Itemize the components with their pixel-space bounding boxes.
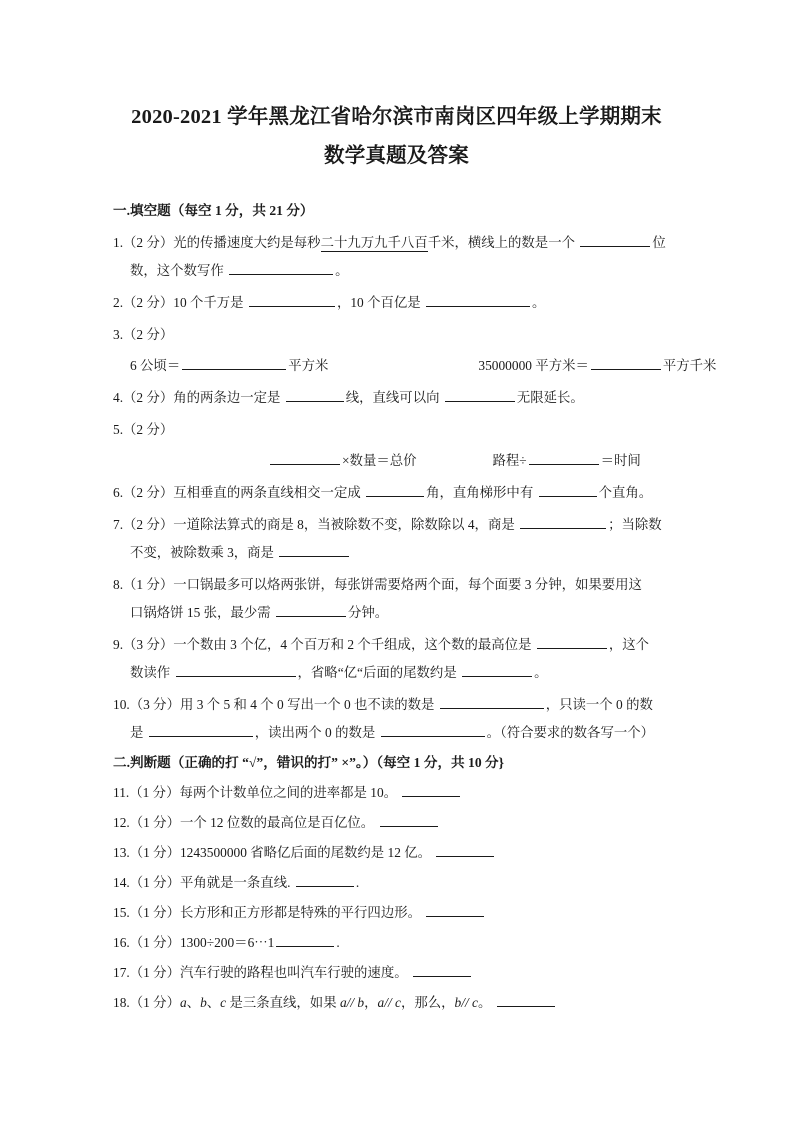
q11-score: （1 分） (129, 785, 180, 800)
q18-sep-2: 、 (206, 995, 221, 1010)
question-4 (0, 375, 793, 407)
q1-text-c: 位 (652, 235, 666, 250)
q18-var-b: b (200, 995, 207, 1010)
q6-text-a: 互相垂直的两条直线相交一定成 (173, 485, 361, 500)
q1-number: 1. (113, 235, 124, 250)
q4-blank-1[interactable] (286, 388, 344, 402)
q9-cont-a: 数读作 (130, 665, 171, 680)
q18-relation-3: b// c (454, 995, 478, 1010)
q9-text-a: 一个数由 3 个亿，4 个百万和 2 个千组成，这个数的最高位是 (173, 637, 532, 652)
q1-text-a: 光的传播速度大约是每秒 (173, 235, 321, 250)
q4-blank-2[interactable] (445, 388, 515, 402)
q8-cont-b: 分钟。 (347, 605, 389, 620)
q9-blank-3[interactable] (462, 663, 532, 677)
q1-score: （2 分） (123, 235, 174, 250)
question-9 (0, 622, 793, 682)
q17-number: 17. (113, 965, 130, 980)
q10-cont-b: ，读出两个 0 的数是 (254, 725, 376, 740)
q9-score: （3 分） (123, 637, 174, 652)
q16-text-a: 1300÷200＝6⋯1 (179, 935, 275, 950)
q7-blank-2[interactable] (279, 543, 349, 557)
q2-text-a: 10 个千万是 (173, 295, 244, 310)
q2-number: 2. (113, 295, 124, 310)
q18-var-c: c (220, 995, 227, 1010)
q2-score: （2 分） (123, 295, 174, 310)
q16-number: 16. (113, 935, 130, 950)
q2-blank-2[interactable] (426, 293, 530, 307)
question-6 (0, 470, 793, 502)
q4-text-a: 角的两条边一定是 (173, 390, 281, 405)
q10-blank-1[interactable] (440, 695, 544, 709)
q14-score: （1 分） (129, 875, 180, 890)
question-13 (0, 832, 793, 862)
q7-cont-a: 不变，被除数乘 3，商是 (130, 545, 274, 560)
q7-text-a: 一道除法算式的商是 8，当被除数不变，除数除以 4，商是 (173, 517, 515, 532)
q7-number: 7. (113, 517, 124, 532)
q3-blank-1[interactable] (182, 356, 286, 370)
q8-number: 8. (113, 577, 124, 592)
q6-blank-1[interactable] (366, 483, 424, 497)
q18-relation-2: a// c (377, 995, 401, 1010)
q6-number: 6. (113, 485, 124, 500)
q18-var-a: a (179, 995, 187, 1010)
q18-score: （1 分） (129, 995, 180, 1010)
q1-continuation (113, 252, 703, 280)
q18-relation-1: a// b (339, 995, 365, 1010)
q6-blank-2[interactable] (539, 483, 597, 497)
q13-blank-1[interactable] (436, 843, 494, 857)
q3-number: 3. (113, 327, 124, 342)
q7-blank-1[interactable] (520, 515, 606, 529)
q17-blank-1[interactable] (413, 963, 471, 977)
q3-right-unit: 平方千米 (662, 358, 717, 373)
section-heading-fill-in-blanks: 一.填空题（每空 1 分，共 21 分） (113, 203, 314, 218)
q5-formula-row (113, 439, 703, 470)
q1-blank-1[interactable] (580, 233, 650, 247)
q14-blank-1[interactable] (296, 873, 354, 887)
q5-score: （2 分） (123, 422, 174, 437)
q3-conversion-row (113, 344, 717, 375)
q12-text-a: 一个 12 位数的最高位是百亿位。 (179, 815, 375, 830)
q18-blank-1[interactable] (497, 993, 555, 1007)
q3-right-label: 35000000 平方米＝ (478, 358, 589, 373)
q8-blank-1[interactable] (276, 603, 346, 617)
question-18 (0, 982, 793, 1012)
q3-score: （2 分） (123, 327, 174, 342)
q2-blank-1[interactable] (249, 293, 335, 307)
q14-number: 14. (113, 875, 130, 890)
q1-text-b: 千米，横线上的数是一个 (427, 235, 575, 250)
q7-text-b: ；当除数 (608, 517, 662, 532)
q5-right-after: ＝时间 (600, 453, 641, 468)
question-2 (0, 280, 793, 312)
q15-number: 15. (113, 905, 130, 920)
q3-left-label: 6 公顷＝ (130, 358, 181, 373)
q5-left-after: ×数量＝总价 (342, 453, 417, 468)
q8-continuation (113, 594, 703, 622)
q10-continuation (113, 714, 703, 742)
q9-blank-2[interactable] (176, 663, 296, 677)
q4-text-c: 无限延长。 (516, 390, 584, 405)
q14-text-a: 平角就是一条直线. (179, 875, 291, 890)
q17-text-a: 汽车行驶的路程也叫汽车行驶的速度。 (179, 965, 408, 980)
question-14 (0, 862, 793, 892)
q1-cont-a: 数，这个数写作 (130, 263, 224, 278)
q18-sep-1: 、 (186, 995, 201, 1010)
q1-cont-b: 。 (335, 263, 349, 278)
q6-text-c: 个直角。 (598, 485, 653, 500)
q8-score: （1 分） (123, 577, 174, 592)
q3-left-unit: 平方米 (288, 358, 329, 373)
q10-text-b: ，只读一个 0 的数 (545, 697, 653, 712)
q11-text-a: 每两个计数单位之间的进率都是 10。 (179, 785, 398, 800)
q13-score: （1 分） (129, 845, 180, 860)
question-3 (0, 312, 793, 375)
q8-cont-a: 口锅烙饼 15 张，最少需 (130, 605, 271, 620)
page-title-line-1: 2020-2021 学年黑龙江省哈尔滨市南岗区四年级上学期期末 (131, 106, 662, 128)
q2-text-c: 。 (532, 295, 546, 310)
q16-blank-1[interactable] (276, 933, 334, 947)
q12-score: （1 分） (129, 815, 180, 830)
q15-text-a: 长方形和正方形都是特殊的平行四边形。 (179, 905, 421, 920)
q4-number: 4. (113, 390, 124, 405)
question-17 (0, 952, 793, 982)
q7-score: （2 分） (123, 517, 174, 532)
q12-blank-1[interactable] (380, 813, 438, 827)
question-12 (0, 802, 793, 832)
q16-score: （1 分） (129, 935, 180, 950)
q13-text-a: 1243500000 省略亿后面的尾数约是 12 亿。 (179, 845, 432, 860)
q16-text-b: . (336, 935, 340, 950)
q17-score: （1 分） (129, 965, 180, 980)
q13-number: 13. (113, 845, 130, 860)
q11-number: 11. (113, 785, 130, 800)
q5-right-before: 路程÷ (492, 453, 527, 468)
q18-text-c: 。 (477, 995, 492, 1010)
q4-score: （2 分） (123, 390, 174, 405)
page-title-line-2: 数学真题及答案 (324, 145, 469, 167)
q12-number: 12. (113, 815, 130, 830)
question-15 (0, 892, 793, 922)
q18-number: 18. (113, 995, 130, 1010)
q15-score: （1 分） (129, 905, 180, 920)
q10-text-a: 用 3 个 5 和 4 个 0 写出一个 0 也不读的数是 (179, 697, 435, 712)
q9-cont-c: 。 (534, 665, 548, 680)
q18-text-b: ，那么， (400, 995, 455, 1010)
q1-blank-2[interactable] (229, 261, 333, 275)
question-10 (0, 682, 793, 742)
q10-blank-3[interactable] (381, 723, 485, 737)
question-16 (0, 922, 793, 952)
q3-blank-2[interactable] (591, 356, 661, 370)
q5-blank-1[interactable] (270, 451, 340, 465)
q15-blank-1[interactable] (426, 903, 484, 917)
q7-continuation (113, 534, 703, 562)
question-11 (0, 772, 793, 802)
q10-score: （3 分） (129, 697, 180, 712)
q6-text-b: 角，直角梯形中有 (426, 485, 534, 500)
q10-cont-c: 。（符合要求的数各写一个） (486, 725, 655, 740)
q5-number: 5. (113, 422, 124, 437)
q8-text-a: 一口锅最多可以烙两张饼，每张饼需要烙两个面，每个面要 3 分钟，如果要用这 (173, 577, 642, 592)
q18-sep-3: ， (364, 995, 378, 1010)
q9-text-b: ，这个 (608, 637, 649, 652)
q2-text-b: ，10 个百亿是 (336, 295, 421, 310)
q5-blank-2[interactable] (529, 451, 599, 465)
question-5 (0, 407, 793, 470)
q9-blank-1[interactable] (537, 635, 607, 649)
q10-number: 10. (113, 697, 130, 712)
q10-blank-2[interactable] (149, 723, 253, 737)
q18-text-a: 是三条直线，如果 (229, 995, 337, 1010)
q10-cont-a: 是 (130, 725, 144, 740)
section-heading-true-false: 二.判断题（正确的打 “√”，错识的打” ×”。）（每空 1 分，共 10 分} (113, 755, 504, 770)
q11-blank-1[interactable] (402, 783, 460, 797)
q9-cont-b: ，省略“亿“后面的尾数约是 (297, 665, 457, 680)
q9-number: 9. (113, 637, 124, 652)
q9-continuation (113, 654, 703, 682)
question-8 (0, 562, 793, 622)
question-1 (0, 220, 793, 280)
q1-underlined-number: 二十九万九千八百 (320, 235, 428, 250)
q14-text-b: . (355, 875, 360, 890)
q6-score: （2 分） (123, 485, 174, 500)
q4-text-b: 线，直线可以向 (345, 390, 440, 405)
question-7 (0, 502, 793, 562)
